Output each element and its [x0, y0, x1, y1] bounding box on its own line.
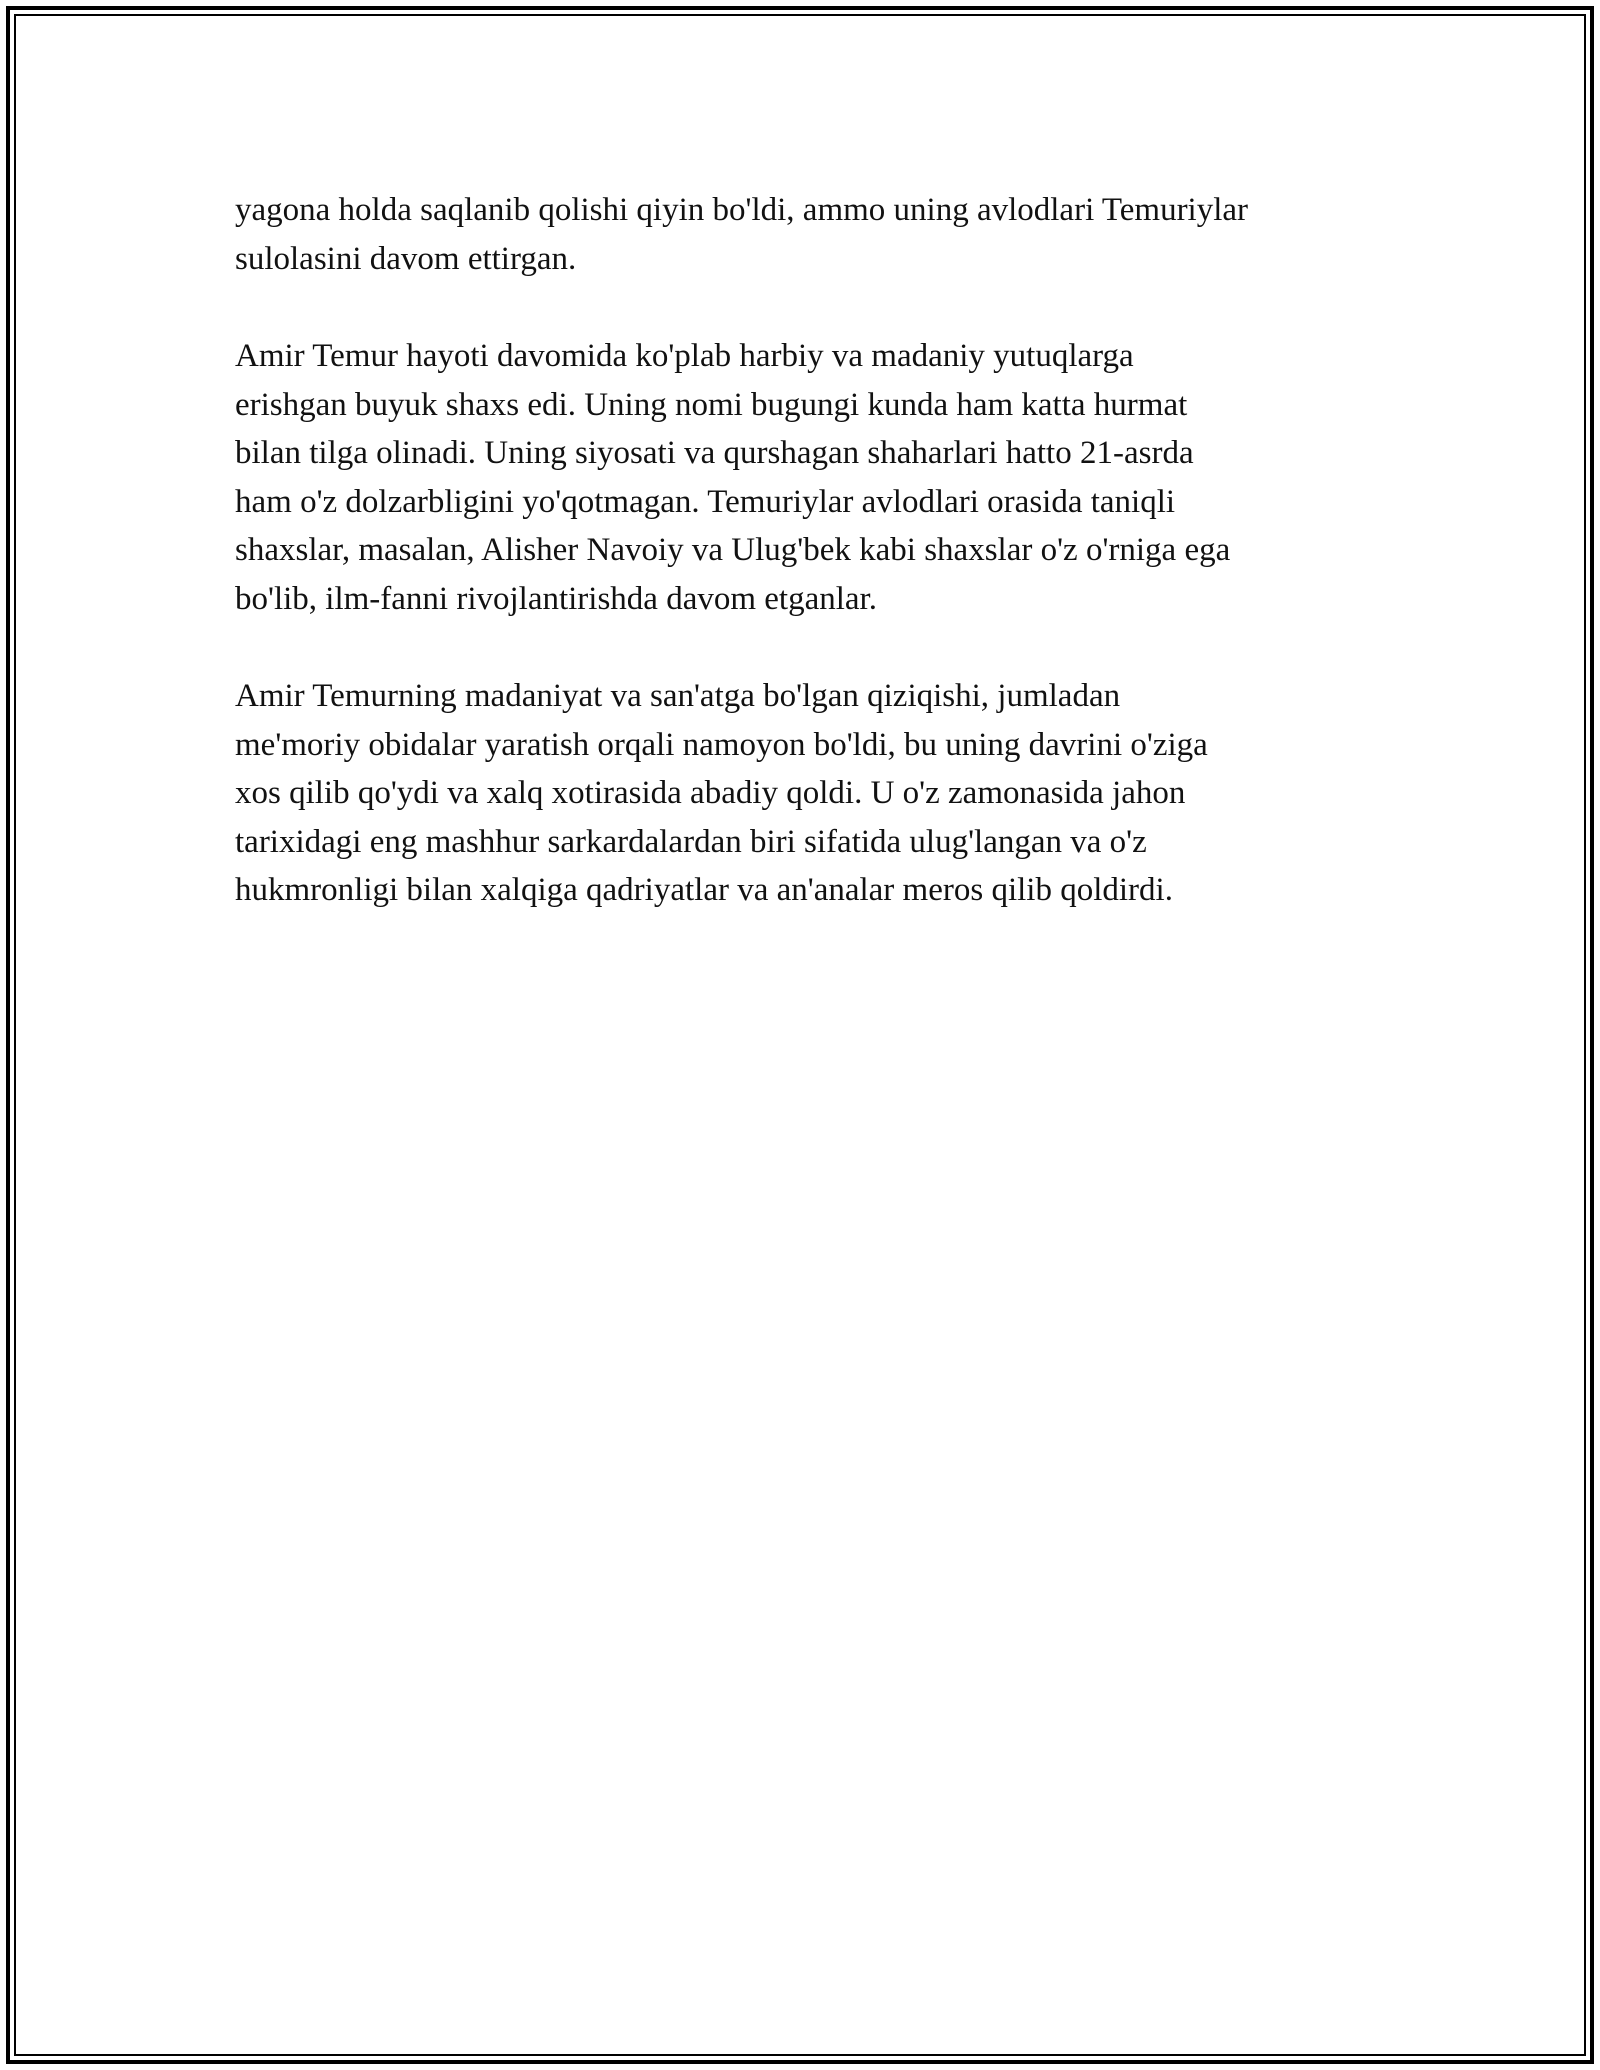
- text-line: yagona holda saqlanib qolishi qiyin bo'ldi, ammo uning avlodlari Temuriylar: [235, 192, 1249, 228]
- text-line: Amir Temurning madaniyat va san'atga bo'lgan qiziqishi, jumladan: [235, 678, 1121, 714]
- text-line: xos qilib qo'ydi va xalq xotirasida abadiy qoldi. U o'z zamonasida jahon: [235, 775, 1186, 811]
- paragraph-3: [235, 672, 1375, 915]
- text-line: sulolasini davom ettirgan.: [235, 240, 577, 277]
- paragraph-2: [235, 332, 1375, 623]
- text-line: shaxslar, masalan, Alisher Navoiy va Ulug'bek kabi shaxslar o'z o'rniga ega: [235, 532, 1231, 568]
- text-line: me'moriy obidalar yaratish orqali namoyon bo'ldi, bu uning davrini o'ziga: [235, 726, 1208, 763]
- text-line: ham o'z dolzarbligini yo'qotmagan. Temuriylar avlodlari orasida taniqli: [235, 483, 1176, 520]
- paragraph-1: [235, 186, 1375, 283]
- document-body: [235, 186, 1375, 964]
- text-line: tarixidagi eng mashhur sarkardalardan biri sifatida ulug'langan va o'z: [235, 823, 1147, 860]
- text-line: hukmronligi bilan xalqiga qadriyatlar va an'analar meros qilib qoldirdi.: [235, 872, 1173, 908]
- text-line: Amir Temur hayoti davomida ko'plab harbiy va madaniy yutuqlarga: [235, 338, 1134, 374]
- text-line: erishgan buyuk shaxs edi. Uning nomi bugungi kunda ham katta hurmat: [235, 386, 1188, 423]
- text-line: bo'lib, ilm-fanni rivojlantirishda davom etganlar.: [235, 580, 877, 617]
- text-line: bilan tilga olinadi. Uning siyosati va qurshagan shaharlari hatto 21-asrda: [235, 435, 1194, 471]
